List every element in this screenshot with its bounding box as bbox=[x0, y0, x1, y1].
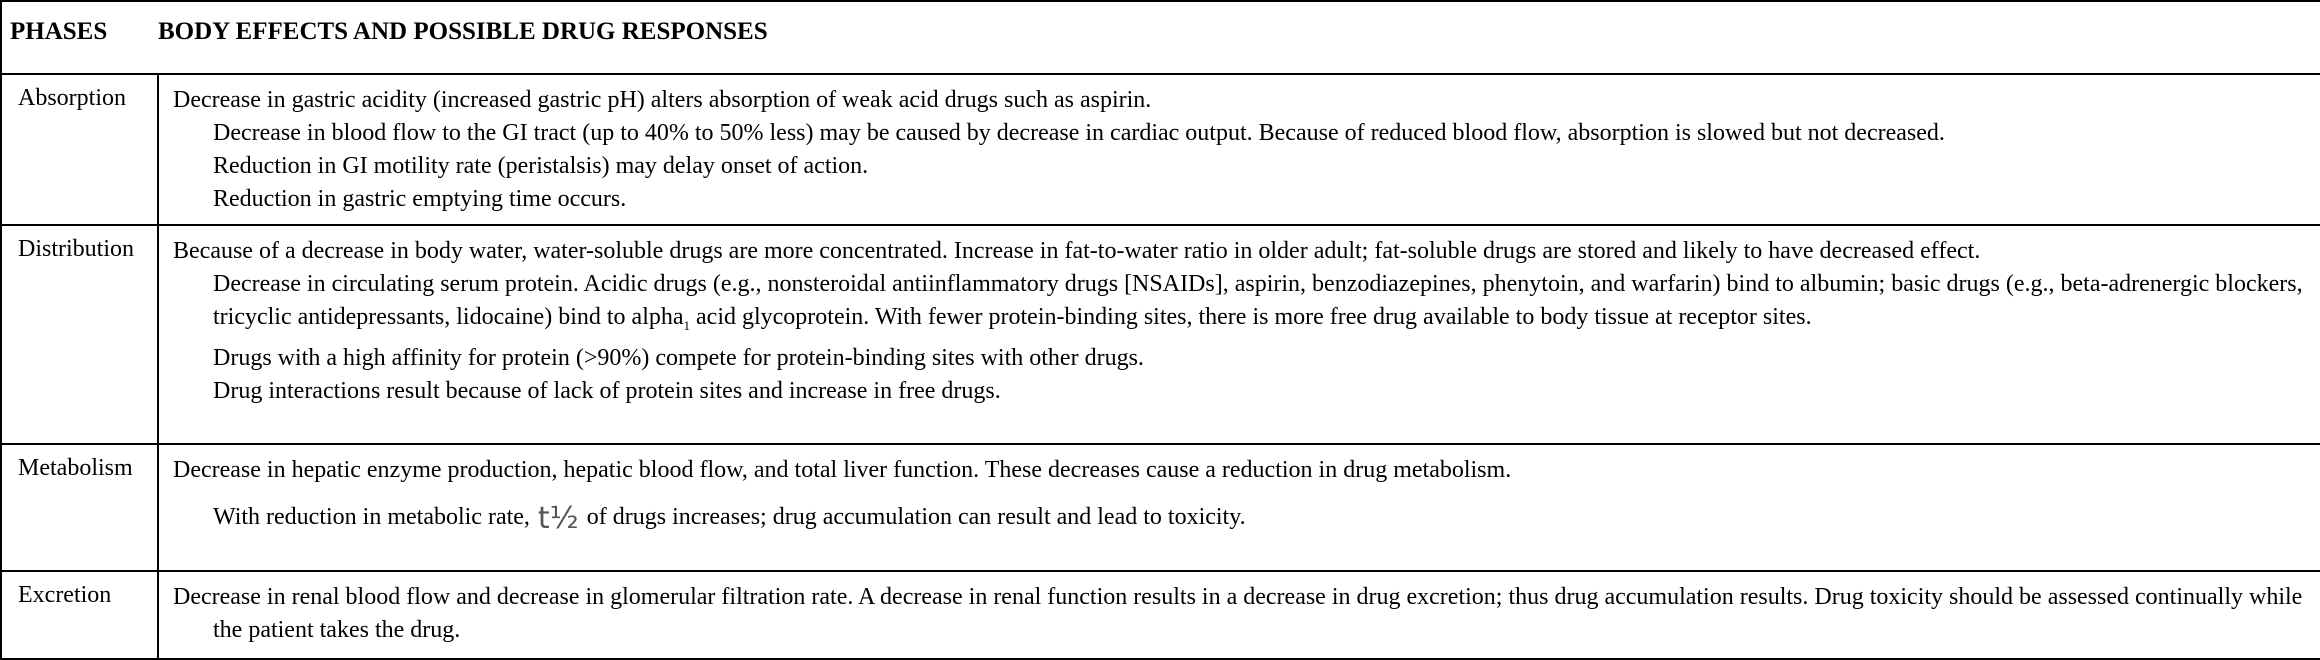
distribution-line-3: Drugs with a high affinity for protein (>90%) compete for protein-binding sites with other drugs. bbox=[213, 344, 1144, 371]
distribution-line-4: Drug interactions result because of lack of protein sites and increase in free drugs. bbox=[213, 377, 1001, 404]
half-life-symbol: t½ bbox=[537, 500, 579, 536]
metabolism-text-b: of drugs increases; drug accumulation can result and lead to toxicity. bbox=[586, 504, 1246, 530]
absorption-line-3: Reduction in GI motility rate (peristalsis) may delay onset of action. bbox=[213, 153, 869, 179]
phase-metabolism: Metabolism bbox=[1, 444, 158, 571]
table-row-distribution bbox=[1, 225, 2320, 444]
effects-excretion: Decrease in renal blood flow and decrease in glomerular filtration rate. A decrease in renal function results in a decrease in drug excretion; thus drug accumulation results. Drug toxicity should be assessed continually while the patient takes the drug. bbox=[158, 571, 2320, 659]
effects-absorption bbox=[158, 74, 2320, 225]
effects-distribution bbox=[158, 225, 2320, 444]
metabolism-line-2 bbox=[173, 501, 2320, 535]
table-row-excretion bbox=[1, 571, 2320, 659]
metabolism-line-1: Decrease in hepatic enzyme production, hepatic blood flow, and total liver function. These decreases cause a reduction in drug metabolism. bbox=[173, 457, 1512, 483]
table-row-absorption bbox=[1, 74, 2320, 225]
phase-distribution: Distribution bbox=[1, 225, 158, 444]
distribution-line-2 bbox=[173, 268, 2320, 342]
distribution-text-b: acid glycoprotein. With fewer protein-binding sites, there is more free drug available to body tissue at receptor sites. bbox=[690, 304, 1812, 330]
distribution-text-a: Decrease in circulating serum protein. Acidic drugs (e.g., nonsteroidal antiinflammatory drugs [NSAIDs], aspirin, benzodiazepines, phenytoin, and warfarin) bind to albumin; basic drugs (e.g., beta-adrenergic blockers, tricyclic antidepressants, lidocaine) bind to alpha bbox=[213, 271, 2303, 330]
header-body-effects: BODY EFFECTS AND POSSIBLE DRUG RESPONSES bbox=[158, 1, 2320, 74]
table-header-row bbox=[1, 1, 2320, 74]
alpha-subscript: 1 bbox=[683, 317, 691, 333]
absorption-line-2: Decrease in blood flow to the GI tract (up to 40% to 50% less) may be caused by decrease in cardiac output. Because of reduced blood flow, absorption is slowed but not decreased. bbox=[213, 120, 1945, 146]
table-row-metabolism bbox=[1, 444, 2320, 571]
distribution-line-1: Because of a decrease in body water, water-soluble drugs are more concentrated. Increase in fat-to-water ratio in older adult; fat-soluble drugs are stored and likely to have decreased effect. bbox=[173, 238, 1981, 264]
absorption-line-1: Decrease in gastric acidity (increased gastric pH) alters absorption of weak acid drugs such as aspirin. bbox=[173, 87, 1152, 113]
header-phases: PHASES bbox=[1, 1, 158, 74]
effects-metabolism bbox=[158, 444, 2320, 571]
metabolism-text-a: With reduction in metabolic rate, bbox=[213, 504, 530, 530]
phase-absorption: Absorption bbox=[1, 74, 158, 225]
absorption-line-4: Reduction in gastric emptying time occurs. bbox=[213, 186, 627, 212]
phase-excretion: Excretion bbox=[1, 571, 158, 659]
